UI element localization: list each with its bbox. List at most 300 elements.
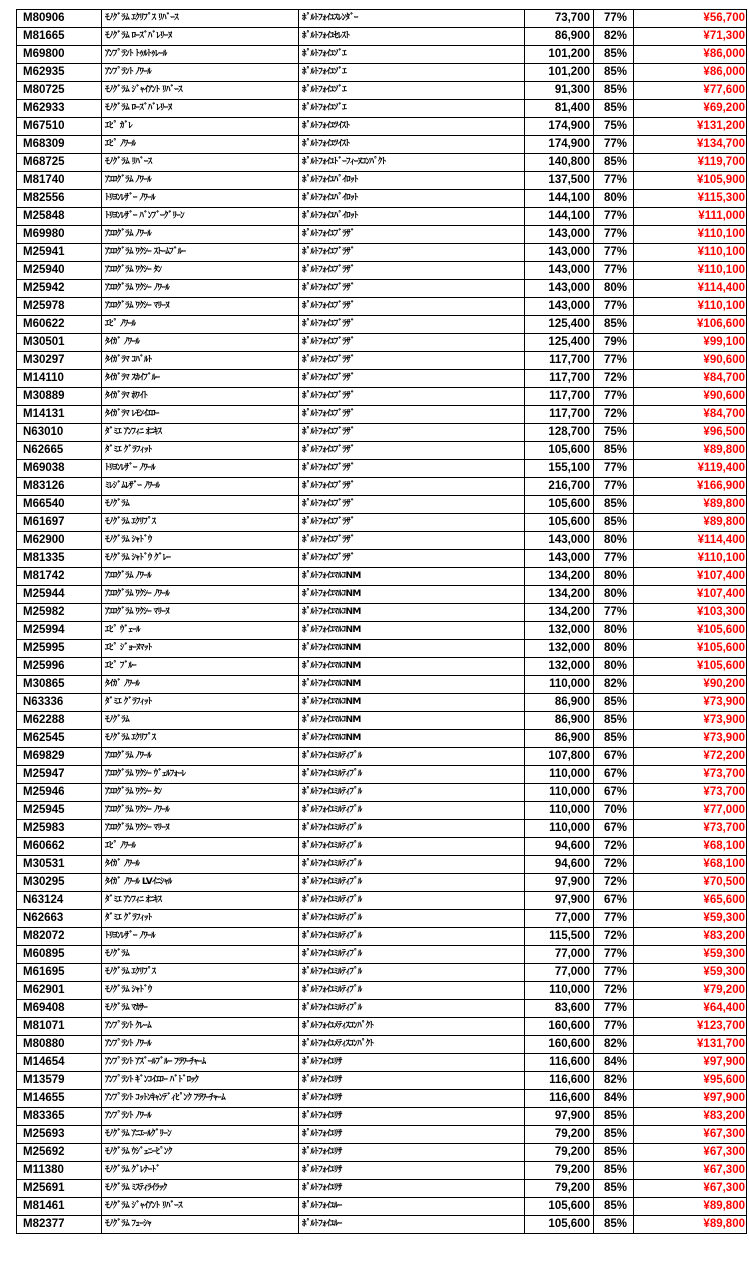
buyback-price-cell: ¥84,700 bbox=[634, 406, 747, 424]
buyback-price-cell: ¥99,100 bbox=[634, 334, 747, 352]
buyback-price-cell: ¥105,600 bbox=[634, 640, 747, 658]
item-code-cell: M62900 bbox=[17, 532, 102, 550]
buyback-price-cell: ¥97,900 bbox=[634, 1054, 747, 1072]
table-row bbox=[17, 28, 747, 46]
item-code-cell: M25947 bbox=[17, 766, 102, 784]
rate-cell: 85% bbox=[594, 1216, 634, 1234]
model-name-cell: ﾎﾟﾙﾄﾌｫｲﾕﾐﾙﾃｨﾌﾟﾙ bbox=[299, 838, 525, 856]
item-name-cell: ｴﾋﾟ ｼﾞｮｰﾇﾏｯﾄ bbox=[102, 640, 299, 658]
table-row bbox=[17, 352, 747, 370]
item-name-cell: ﾓﾉｸﾞﾗﾑ ｴｸﾘﾌﾟｽ bbox=[102, 514, 299, 532]
model-name-cell: ﾎﾟﾙﾄﾌｫｲﾕﾘｻ bbox=[299, 1162, 525, 1180]
rate-cell: 72% bbox=[594, 838, 634, 856]
item-code-cell: M67510 bbox=[17, 118, 102, 136]
list-price-cell: 79,200 bbox=[525, 1180, 594, 1198]
item-name-cell: ｱﾝﾌﾟﾗﾝﾄ ﾄｩﾙﾄｩﾚｰﾙ bbox=[102, 46, 299, 64]
model-name-cell: ﾎﾟﾙﾄﾌｫｲﾕﾐﾙﾃｨﾌﾟﾙ bbox=[299, 802, 525, 820]
item-name-cell: ｱﾝﾌﾟﾗﾝﾄ ｱｽﾞｰﾙﾌﾞﾙｰ ﾌﾗﾜｰﾁｬｰﾑ bbox=[102, 1054, 299, 1072]
buyback-price-cell: ¥67,300 bbox=[634, 1180, 747, 1198]
model-name-cell: ﾎﾟﾙﾄﾌｫｲﾕﾐﾙﾃｨﾌﾟﾙ bbox=[299, 946, 525, 964]
item-name-cell: ﾀｲｶﾞﾗﾏ ｽｶｲﾌﾞﾙｰ bbox=[102, 370, 299, 388]
table-row bbox=[17, 1180, 747, 1198]
list-price-cell: 140,800 bbox=[525, 154, 594, 172]
model-name-cell: ﾎﾟﾙﾄﾌｫｲﾕﾌﾞﾗｻﾞ bbox=[299, 532, 525, 550]
buyback-price-cell: ¥67,300 bbox=[634, 1144, 747, 1162]
model-name-cell: ﾎﾟﾙﾄﾌｫｲﾕﾐﾙﾃｨﾌﾟﾙ bbox=[299, 766, 525, 784]
rate-cell: 85% bbox=[594, 1162, 634, 1180]
buyback-price-cell: ¥105,600 bbox=[634, 658, 747, 676]
rate-cell: 77% bbox=[594, 964, 634, 982]
rate-cell: 72% bbox=[594, 370, 634, 388]
buyback-price-cell: ¥105,600 bbox=[634, 622, 747, 640]
rate-cell: 67% bbox=[594, 766, 634, 784]
item-code-cell: M62288 bbox=[17, 712, 102, 730]
model-name-cell: ﾎﾟﾙﾄﾌｫｲﾕﾐﾙﾃｨﾌﾟﾙ bbox=[299, 1000, 525, 1018]
model-name-cell: ﾎﾟﾙﾄﾌｫｲﾕﾌﾞﾗｻﾞ bbox=[299, 262, 525, 280]
buyback-price-cell: ¥110,100 bbox=[634, 226, 747, 244]
item-code-cell: M60895 bbox=[17, 946, 102, 964]
list-price-cell: 143,000 bbox=[525, 550, 594, 568]
buyback-price-cell: ¥103,300 bbox=[634, 604, 747, 622]
item-code-cell: M81742 bbox=[17, 568, 102, 586]
rate-cell: 67% bbox=[594, 784, 634, 802]
table-row bbox=[17, 532, 747, 550]
model-name-cell: ﾎﾟﾙﾄﾌｫｲﾕﾘｻ bbox=[299, 1180, 525, 1198]
rate-cell: 67% bbox=[594, 892, 634, 910]
item-name-cell: ｴﾋﾟ ﾌﾞﾙｰ bbox=[102, 658, 299, 676]
model-name-cell: ﾎﾟﾙﾄﾌｫｲﾕﾐﾙﾃｨﾌﾟﾙ bbox=[299, 874, 525, 892]
item-code-cell: M11380 bbox=[17, 1162, 102, 1180]
list-price-cell: 91,300 bbox=[525, 82, 594, 100]
list-price-cell: 143,000 bbox=[525, 262, 594, 280]
list-price-cell: 73,700 bbox=[525, 10, 594, 28]
table-row bbox=[17, 982, 747, 1000]
table-row bbox=[17, 1000, 747, 1018]
table-row bbox=[17, 478, 747, 496]
item-name-cell: ｱｴﾛｸﾞﾗﾑ ﾜｸｼｰ ﾉﾜｰﾙ bbox=[102, 802, 299, 820]
buyback-price-cell: ¥107,400 bbox=[634, 568, 747, 586]
item-name-cell: ﾀｲｶﾞ ﾉﾜｰﾙ bbox=[102, 676, 299, 694]
rate-cell: 85% bbox=[594, 514, 634, 532]
list-price-cell: 216,700 bbox=[525, 478, 594, 496]
item-name-cell: ﾓﾉｸﾞﾗﾑ bbox=[102, 946, 299, 964]
rate-cell: 72% bbox=[594, 982, 634, 1000]
rate-cell: 80% bbox=[594, 532, 634, 550]
list-price-cell: 143,000 bbox=[525, 280, 594, 298]
table-row bbox=[17, 928, 747, 946]
list-price-cell: 117,700 bbox=[525, 406, 594, 424]
item-name-cell: ｱｴﾛｸﾞﾗﾑ ﾉﾜｰﾙ bbox=[102, 226, 299, 244]
buyback-price-cell: ¥105,900 bbox=[634, 172, 747, 190]
list-price-cell: 137,500 bbox=[525, 172, 594, 190]
model-name-cell: ﾎﾟﾙﾄﾌｫｲﾕｾﾚｽﾄ bbox=[299, 28, 525, 46]
rate-cell: 77% bbox=[594, 226, 634, 244]
item-name-cell: ｱﾝﾌﾟﾗﾝﾄ ｷﾞﾝｺｲｴﾛｰ ﾊﾞﾄﾞﾛｯｸ bbox=[102, 1072, 299, 1090]
buyback-price-cell: ¥89,800 bbox=[634, 496, 747, 514]
list-price-cell: 134,200 bbox=[525, 568, 594, 586]
table-row bbox=[17, 1144, 747, 1162]
buyback-price-cell: ¥71,300 bbox=[634, 28, 747, 46]
rate-cell: 75% bbox=[594, 424, 634, 442]
model-name-cell: ﾎﾟﾙﾄﾌｫｲﾕﾏﾙｺNM bbox=[299, 658, 525, 676]
model-name-cell: ﾎﾟﾙﾄﾌｫｲﾕﾏﾙｺNM bbox=[299, 694, 525, 712]
rate-cell: 72% bbox=[594, 406, 634, 424]
model-name-cell: ﾎﾟﾙﾄﾌｫｲﾕﾌﾞﾗｻﾞ bbox=[299, 316, 525, 334]
item-code-cell: M61695 bbox=[17, 964, 102, 982]
buyback-price-cell: ¥123,700 bbox=[634, 1018, 747, 1036]
buyback-price-cell: ¥72,200 bbox=[634, 748, 747, 766]
list-price-cell: 116,600 bbox=[525, 1090, 594, 1108]
table-row bbox=[17, 496, 747, 514]
model-name-cell: ﾎﾟﾙﾄﾌｫｲﾕﾌﾞﾗｻﾞ bbox=[299, 388, 525, 406]
item-name-cell: ｱｴﾛｸﾞﾗﾑ ﾜｸｼｰ ﾉﾜｰﾙ bbox=[102, 586, 299, 604]
rate-cell: 85% bbox=[594, 64, 634, 82]
model-name-cell: ﾎﾟﾙﾄﾌｫｲﾕﾌﾞﾗｻﾞ bbox=[299, 226, 525, 244]
model-name-cell: ﾎﾟﾙﾄﾌｫｲﾕﾐﾙﾃｨﾌﾟﾙ bbox=[299, 892, 525, 910]
table-row bbox=[17, 298, 747, 316]
table-row bbox=[17, 208, 747, 226]
model-name-cell: ﾎﾟﾙﾄﾌｫｲﾕﾌﾞﾗｻﾞ bbox=[299, 244, 525, 262]
model-name-cell: ﾎﾟﾙﾄﾌｫｲﾕﾏﾙｺNM bbox=[299, 730, 525, 748]
item-code-cell: M25946 bbox=[17, 784, 102, 802]
list-price-cell: 116,600 bbox=[525, 1054, 594, 1072]
list-price-cell: 160,600 bbox=[525, 1036, 594, 1054]
table-row bbox=[17, 1018, 747, 1036]
buyback-price-cell: ¥67,300 bbox=[634, 1162, 747, 1180]
model-name-cell: ﾎﾟﾙﾄﾌｫｲﾕﾘｻ bbox=[299, 1126, 525, 1144]
item-name-cell: ｱｴﾛｸﾞﾗﾑ ﾉﾜｰﾙ bbox=[102, 748, 299, 766]
rate-cell: 85% bbox=[594, 1198, 634, 1216]
item-name-cell: ﾓﾉｸﾞﾗﾑ ﾌｭｰｼｬ bbox=[102, 1216, 299, 1234]
item-code-cell: M69829 bbox=[17, 748, 102, 766]
buyback-price-cell: ¥59,300 bbox=[634, 964, 747, 982]
item-name-cell: ﾓﾉｸﾞﾗﾑ ｴｸﾘﾌﾟｽ ﾘﾊﾞｰｽ bbox=[102, 10, 299, 28]
buyback-price-cell: ¥134,700 bbox=[634, 136, 747, 154]
list-price-cell: 144,100 bbox=[525, 208, 594, 226]
item-name-cell: ｴﾋﾟ ﾉﾜｰﾙ bbox=[102, 316, 299, 334]
list-price-cell: 110,000 bbox=[525, 784, 594, 802]
buyback-price-cell: ¥84,700 bbox=[634, 370, 747, 388]
model-name-cell: ﾎﾟﾙﾄﾌｫｲﾕﾌﾞﾗｻﾞ bbox=[299, 442, 525, 460]
rate-cell: 85% bbox=[594, 730, 634, 748]
list-price-cell: 115,500 bbox=[525, 928, 594, 946]
model-name-cell: ﾎﾟﾙﾄﾌｫｲﾕﾌﾞﾗｻﾞ bbox=[299, 280, 525, 298]
item-name-cell: ｱｴﾛｸﾞﾗﾑ ﾜｸｼｰ ﾀﾝ bbox=[102, 784, 299, 802]
rate-cell: 85% bbox=[594, 154, 634, 172]
item-name-cell: ﾀﾞﾐｴ ｸﾞﾗﾌｨｯﾄ bbox=[102, 442, 299, 460]
item-name-cell: ｱｴﾛｸﾞﾗﾑ ﾜｸｼｰ ｽﾄｰﾑﾌﾞﾙｰ bbox=[102, 244, 299, 262]
item-name-cell: ﾓﾉｸﾞﾗﾑ ｼﾞｬｲｱﾝﾄ ﾘﾊﾞｰｽ bbox=[102, 82, 299, 100]
model-name-cell: ﾎﾟﾙﾄﾌｫｲﾕｿﾞｴ bbox=[299, 46, 525, 64]
table-row bbox=[17, 856, 747, 874]
model-name-cell: ﾎﾟﾙﾄﾌｫｲﾕﾏﾙｺNM bbox=[299, 568, 525, 586]
table-row bbox=[17, 406, 747, 424]
list-price-cell: 101,200 bbox=[525, 46, 594, 64]
item-name-cell: ｱｴﾛｸﾞﾗﾑ ﾜｸｼｰ ﾏﾘｰﾇ bbox=[102, 820, 299, 838]
list-price-cell: 117,700 bbox=[525, 352, 594, 370]
rate-cell: 85% bbox=[594, 316, 634, 334]
item-code-cell: M25941 bbox=[17, 244, 102, 262]
rate-cell: 77% bbox=[594, 208, 634, 226]
list-price-cell: 86,900 bbox=[525, 730, 594, 748]
item-name-cell: ｱｴﾛｸﾞﾗﾑ ﾜｸｼｰ ﾏﾘｰﾇ bbox=[102, 604, 299, 622]
list-price-cell: 79,200 bbox=[525, 1126, 594, 1144]
item-code-cell: M25940 bbox=[17, 262, 102, 280]
rate-cell: 85% bbox=[594, 1126, 634, 1144]
model-name-cell: ﾎﾟﾙﾄﾌｫｲﾕﾐﾙﾃｨﾌﾟﾙ bbox=[299, 820, 525, 838]
table-row bbox=[17, 964, 747, 982]
buyback-price-cell: ¥97,900 bbox=[634, 1090, 747, 1108]
buyback-price-cell: ¥111,000 bbox=[634, 208, 747, 226]
table-row bbox=[17, 1198, 747, 1216]
item-name-cell: ﾓﾉｸﾞﾗﾑ ｸﾞﾚﾅｰﾄﾞ bbox=[102, 1162, 299, 1180]
item-code-cell: M14131 bbox=[17, 406, 102, 424]
table-row bbox=[17, 766, 747, 784]
item-code-cell: N63010 bbox=[17, 424, 102, 442]
item-code-cell: M69408 bbox=[17, 1000, 102, 1018]
table-row bbox=[17, 694, 747, 712]
list-price-cell: 110,000 bbox=[525, 820, 594, 838]
list-price-cell: 97,900 bbox=[525, 892, 594, 910]
rate-cell: 80% bbox=[594, 190, 634, 208]
list-price-cell: 83,600 bbox=[525, 1000, 594, 1018]
list-price-cell: 143,000 bbox=[525, 226, 594, 244]
table-row bbox=[17, 622, 747, 640]
rate-cell: 77% bbox=[594, 550, 634, 568]
buyback-price-cell: ¥59,300 bbox=[634, 946, 747, 964]
rate-cell: 80% bbox=[594, 586, 634, 604]
model-name-cell: ﾎﾟﾙﾄﾌｫｲﾕﾏﾙｺNM bbox=[299, 622, 525, 640]
item-code-cell: N63124 bbox=[17, 892, 102, 910]
item-name-cell: ﾐﾚｼﾞﾑﾚｻﾞｰ ﾉﾜｰﾙ bbox=[102, 478, 299, 496]
list-price-cell: 110,000 bbox=[525, 802, 594, 820]
item-code-cell: M30295 bbox=[17, 874, 102, 892]
table-row bbox=[17, 154, 747, 172]
item-name-cell: ﾓﾉｸﾞﾗﾑ ｱﾆｴｰﾙｸﾞﾘｰﾝ bbox=[102, 1126, 299, 1144]
list-price-cell: 105,600 bbox=[525, 496, 594, 514]
table-row bbox=[17, 730, 747, 748]
model-name-cell: ﾎﾟﾙﾄﾌｫｲﾕﾌﾞﾗｻﾞ bbox=[299, 460, 525, 478]
item-name-cell: ﾓﾉｸﾞﾗﾑ ｼｬﾄﾞｳ ｸﾞﾚｰ bbox=[102, 550, 299, 568]
rate-cell: 85% bbox=[594, 442, 634, 460]
item-name-cell: ﾀｲｶﾞﾗﾏ ｺﾊﾞﾙﾄ bbox=[102, 352, 299, 370]
model-name-cell: ﾎﾟﾙﾄﾌｫｲﾕﾄﾞｰﾌｨｰﾇｺﾝﾊﾟｸﾄ bbox=[299, 154, 525, 172]
buyback-price-cell: ¥89,800 bbox=[634, 514, 747, 532]
buyback-price-cell: ¥86,000 bbox=[634, 64, 747, 82]
table-row bbox=[17, 82, 747, 100]
list-price-cell: 132,000 bbox=[525, 658, 594, 676]
table-row bbox=[17, 1090, 747, 1108]
rate-cell: 77% bbox=[594, 244, 634, 262]
rate-cell: 85% bbox=[594, 1144, 634, 1162]
table-row bbox=[17, 100, 747, 118]
list-price-cell: 144,100 bbox=[525, 190, 594, 208]
item-code-cell: M80725 bbox=[17, 82, 102, 100]
rate-cell: 85% bbox=[594, 82, 634, 100]
list-price-cell: 117,700 bbox=[525, 388, 594, 406]
item-name-cell: ﾀｲｶﾞ ﾉﾜｰﾙ bbox=[102, 856, 299, 874]
list-price-cell: 155,100 bbox=[525, 460, 594, 478]
table-row bbox=[17, 370, 747, 388]
buyback-price-cell: ¥79,200 bbox=[634, 982, 747, 1000]
item-code-cell: M80880 bbox=[17, 1036, 102, 1054]
buyback-price-cell: ¥95,600 bbox=[634, 1072, 747, 1090]
buyback-price-cell: ¥73,700 bbox=[634, 766, 747, 784]
model-name-cell: ﾎﾟﾙﾄﾌｫｲﾕﾏﾙｺNM bbox=[299, 640, 525, 658]
table-row bbox=[17, 190, 747, 208]
buyback-price-cell: ¥90,600 bbox=[634, 388, 747, 406]
model-name-cell: ﾎﾟﾙﾄﾌｫｲﾕﾏﾙｺNM bbox=[299, 676, 525, 694]
list-price-cell: 101,200 bbox=[525, 64, 594, 82]
rate-cell: 85% bbox=[594, 1108, 634, 1126]
item-name-cell: ﾀｲｶﾞﾗﾏ ﾚﾓﾝｲｴﾛｰ bbox=[102, 406, 299, 424]
item-code-cell: M25978 bbox=[17, 298, 102, 316]
table-row bbox=[17, 604, 747, 622]
buyback-price-cell: ¥114,400 bbox=[634, 532, 747, 550]
model-name-cell: ﾎﾟﾙﾄﾌｫｲﾕﾐﾙﾃｨﾌﾟﾙ bbox=[299, 982, 525, 1000]
item-code-cell: M25693 bbox=[17, 1126, 102, 1144]
item-code-cell: M62545 bbox=[17, 730, 102, 748]
list-price-cell: 86,900 bbox=[525, 28, 594, 46]
rate-cell: 79% bbox=[594, 334, 634, 352]
rate-cell: 82% bbox=[594, 676, 634, 694]
rate-cell: 82% bbox=[594, 28, 634, 46]
model-name-cell: ﾎﾟﾙﾄﾌｫｲﾕﾏﾙｺNM bbox=[299, 586, 525, 604]
buyback-price-cell: ¥90,200 bbox=[634, 676, 747, 694]
item-name-cell: ﾓﾉｸﾞﾗﾑ bbox=[102, 712, 299, 730]
rate-cell: 70% bbox=[594, 802, 634, 820]
rate-cell: 77% bbox=[594, 10, 634, 28]
rate-cell: 85% bbox=[594, 496, 634, 514]
model-name-cell: ﾎﾟﾙﾄﾌｫｲﾕﾒﾃｨｽｺﾝﾊﾟｸﾄ bbox=[299, 1036, 525, 1054]
item-code-cell: M69800 bbox=[17, 46, 102, 64]
rate-cell: 80% bbox=[594, 622, 634, 640]
item-name-cell: ﾄﾘﾖﾝﾚｻﾞｰ ﾉﾜｰﾙ bbox=[102, 460, 299, 478]
item-code-cell: M83126 bbox=[17, 478, 102, 496]
buyback-price-cell: ¥83,200 bbox=[634, 1108, 747, 1126]
item-code-cell: M62933 bbox=[17, 100, 102, 118]
model-name-cell: ﾎﾟﾙﾄﾌｫｲﾕｽﾚﾝﾀﾞｰ bbox=[299, 10, 525, 28]
rate-cell: 67% bbox=[594, 820, 634, 838]
list-price-cell: 77,000 bbox=[525, 964, 594, 982]
rate-cell: 77% bbox=[594, 1018, 634, 1036]
item-code-cell: M80906 bbox=[17, 10, 102, 28]
rate-cell: 72% bbox=[594, 874, 634, 892]
item-code-cell: M30889 bbox=[17, 388, 102, 406]
item-code-cell: M60662 bbox=[17, 838, 102, 856]
list-price-cell: 116,600 bbox=[525, 1072, 594, 1090]
item-code-cell: M25692 bbox=[17, 1144, 102, 1162]
table-row bbox=[17, 1108, 747, 1126]
table-row bbox=[17, 658, 747, 676]
item-code-cell: M81740 bbox=[17, 172, 102, 190]
rate-cell: 77% bbox=[594, 388, 634, 406]
buyback-price-cell: ¥110,100 bbox=[634, 262, 747, 280]
model-name-cell: ﾎﾟﾙﾄﾌｫｲﾕﾌﾞﾗｻﾞ bbox=[299, 424, 525, 442]
item-code-cell: M25995 bbox=[17, 640, 102, 658]
item-code-cell: M82072 bbox=[17, 928, 102, 946]
item-code-cell: M60622 bbox=[17, 316, 102, 334]
rate-cell: 77% bbox=[594, 136, 634, 154]
item-name-cell: ﾓﾉｸﾞﾗﾑ ｼﾞｬｲｱﾝﾄ ﾘﾊﾞｰｽ bbox=[102, 1198, 299, 1216]
buyback-price-cell: ¥77,000 bbox=[634, 802, 747, 820]
item-name-cell: ｱｴﾛｸﾞﾗﾑ ﾜｸｼｰ ﾀﾝ bbox=[102, 262, 299, 280]
list-price-cell: 94,600 bbox=[525, 856, 594, 874]
list-price-cell: 132,000 bbox=[525, 622, 594, 640]
rate-cell: 82% bbox=[594, 1036, 634, 1054]
table-row bbox=[17, 784, 747, 802]
list-price-cell: 125,400 bbox=[525, 334, 594, 352]
item-name-cell: ﾓﾉｸﾞﾗﾑ ﾛｰｽﾞﾊﾞﾚﾘｰﾇ bbox=[102, 100, 299, 118]
list-price-cell: 110,000 bbox=[525, 982, 594, 1000]
item-code-cell: M68725 bbox=[17, 154, 102, 172]
rate-cell: 85% bbox=[594, 100, 634, 118]
table-row bbox=[17, 838, 747, 856]
item-code-cell: M81461 bbox=[17, 1198, 102, 1216]
item-code-cell: M14655 bbox=[17, 1090, 102, 1108]
list-price-cell: 117,700 bbox=[525, 370, 594, 388]
item-name-cell: ｴﾋﾟ ﾉﾜｰﾙ bbox=[102, 136, 299, 154]
list-price-cell: 79,200 bbox=[525, 1144, 594, 1162]
item-code-cell: M25691 bbox=[17, 1180, 102, 1198]
rate-cell: 85% bbox=[594, 712, 634, 730]
buyback-price-cell: ¥166,900 bbox=[634, 478, 747, 496]
list-price-cell: 105,600 bbox=[525, 1216, 594, 1234]
model-name-cell: ﾎﾟﾙﾄﾌｫｲﾕﾌﾞﾗｻﾞ bbox=[299, 334, 525, 352]
model-name-cell: ﾎﾟﾙﾄﾌｫｲﾕﾌﾞﾗｻﾞ bbox=[299, 298, 525, 316]
item-code-cell: M69038 bbox=[17, 460, 102, 478]
list-price-cell: 160,600 bbox=[525, 1018, 594, 1036]
table-row bbox=[17, 64, 747, 82]
table-row bbox=[17, 46, 747, 64]
rate-cell: 85% bbox=[594, 1180, 634, 1198]
item-name-cell: ﾄﾘﾖﾝﾚｻﾞｰ ﾉﾜｰﾙ bbox=[102, 928, 299, 946]
buyback-price-cell: ¥96,500 bbox=[634, 424, 747, 442]
list-price-cell: 97,900 bbox=[525, 1108, 594, 1126]
item-name-cell: ｱｴﾛｸﾞﾗﾑ ﾉﾜｰﾙ bbox=[102, 568, 299, 586]
table-row bbox=[17, 568, 747, 586]
buyback-price-cell: ¥59,300 bbox=[634, 910, 747, 928]
model-name-cell: ﾎﾟﾙﾄﾌｫｲﾕﾊﾟｲﾛｯﾄ bbox=[299, 190, 525, 208]
item-name-cell: ｱﾝﾌﾟﾗﾝﾄ ｺｯﾄﾝｷｬﾝﾃﾞｨﾋﾟﾝｸ ﾌﾗﾜｰﾁｬｰﾑ bbox=[102, 1090, 299, 1108]
list-price-cell: 143,000 bbox=[525, 532, 594, 550]
rate-cell: 84% bbox=[594, 1054, 634, 1072]
item-code-cell: M25944 bbox=[17, 586, 102, 604]
rate-cell: 72% bbox=[594, 856, 634, 874]
model-name-cell: ﾎﾟﾙﾄﾌｫｲﾕﾌﾞﾗｻﾞ bbox=[299, 496, 525, 514]
table-row bbox=[17, 1162, 747, 1180]
list-price-cell: 86,900 bbox=[525, 694, 594, 712]
buyback-price-cell: ¥115,300 bbox=[634, 190, 747, 208]
list-price-cell: 143,000 bbox=[525, 298, 594, 316]
table-row bbox=[17, 712, 747, 730]
item-code-cell: M81071 bbox=[17, 1018, 102, 1036]
model-name-cell: ﾎﾟﾙﾄﾌｫｲﾕﾌﾞﾗｻﾞ bbox=[299, 352, 525, 370]
item-name-cell: ｱｴﾛｸﾞﾗﾑ ﾜｸｼｰ ﾏﾘｰﾇ bbox=[102, 298, 299, 316]
list-price-cell: 97,900 bbox=[525, 874, 594, 892]
item-code-cell: M66540 bbox=[17, 496, 102, 514]
list-price-cell: 105,600 bbox=[525, 1198, 594, 1216]
list-price-cell: 174,900 bbox=[525, 136, 594, 154]
rate-cell: 77% bbox=[594, 262, 634, 280]
item-code-cell: M81665 bbox=[17, 28, 102, 46]
table-row bbox=[17, 388, 747, 406]
table-row bbox=[17, 1054, 747, 1072]
model-name-cell: ﾎﾟﾙﾄﾌｫｲﾕﾐﾙﾃｨﾌﾟﾙ bbox=[299, 856, 525, 874]
model-name-cell: ﾎﾟﾙﾄﾌｫｲﾕﾊﾟｲﾛｯﾄ bbox=[299, 208, 525, 226]
item-name-cell: ｱｴﾛｸﾞﾗﾑ ﾜｸｼｰ ｳﾞｪﾙﾌｫｰﾚ bbox=[102, 766, 299, 784]
table-row bbox=[17, 10, 747, 28]
